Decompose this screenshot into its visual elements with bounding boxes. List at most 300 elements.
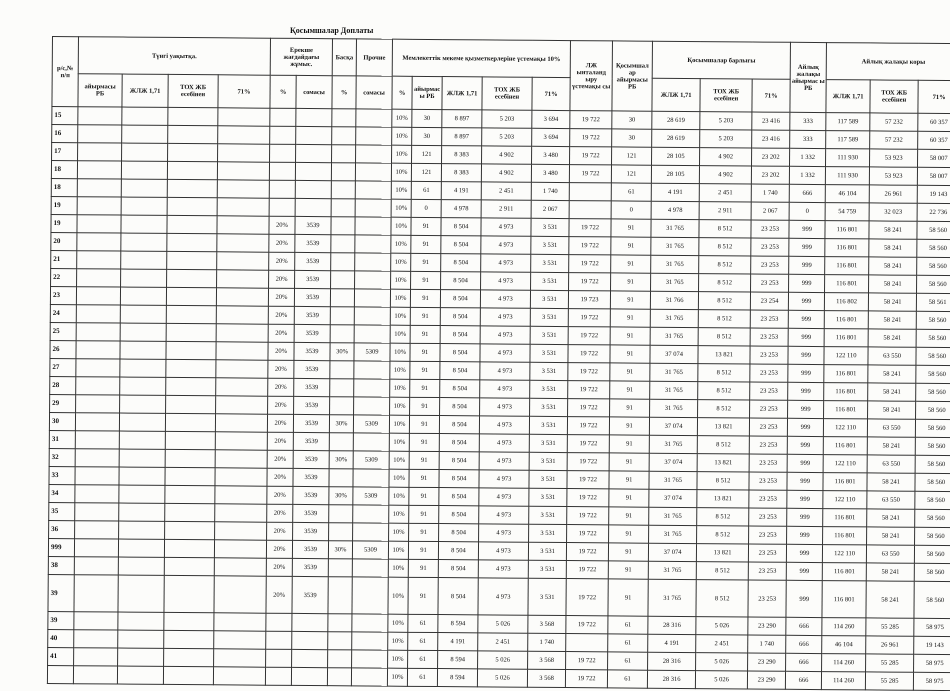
special-sum-cell: 3539 [293, 414, 329, 432]
table-body [47, 107, 950, 691]
special-pct-cell [266, 613, 292, 631]
night-tox-cell [165, 485, 215, 503]
night-rb-cell [77, 161, 121, 179]
night-71-cell [216, 306, 268, 324]
add-total-71-cell: 23 253 [749, 508, 787, 526]
monthly-fund-zhlzh-cell: 116 802 [824, 293, 868, 311]
other-pct-cell [332, 145, 356, 163]
add-total-71-cell: 23 253 [748, 544, 786, 562]
night-rb-cell [74, 539, 118, 557]
add-total-tox-cell: 8 512 [697, 472, 749, 490]
add-total-tox-cell: 8 512 [698, 328, 750, 346]
special-pct-cell: 20% [268, 306, 294, 324]
state-rb-cell: 91 [409, 451, 439, 469]
state-rb-cell: 0 [411, 199, 441, 217]
monthly-fund-71-cell: 58 560 [915, 455, 950, 473]
row-number: 32 [49, 448, 75, 466]
night-71-cell [215, 504, 267, 522]
add-total-71-cell: 23 253 [750, 400, 788, 418]
sub-special-sum: сомасы [296, 75, 332, 108]
add-total-tox-cell: 8 512 [699, 256, 751, 274]
state-pct-cell: 10% [391, 253, 411, 271]
state-rb-cell: 30 [412, 127, 442, 145]
special-pct-cell: 20% [267, 486, 293, 504]
other-pct-cell [331, 217, 355, 235]
monthly-diff-cell: 999 [787, 454, 823, 472]
night-rb-cell [76, 287, 120, 305]
other-pct-cell [330, 379, 354, 397]
state-pct-cell: 10% [388, 577, 408, 614]
state-pct-cell: 10% [392, 109, 412, 127]
state-71-cell: 3 531 [531, 236, 569, 254]
add-total-zhlzh-cell: 37 074 [649, 453, 697, 471]
state-pct-cell: 10% [389, 469, 409, 487]
monthly-diff-cell: 999 [789, 220, 825, 238]
add-total-zhlzh-cell: 31 765 [649, 525, 697, 543]
monthly-fund-zhlzh-cell: 116 801 [823, 509, 867, 527]
monthly-diff-cell: 666 [786, 617, 822, 635]
row-number: 39 [48, 611, 74, 629]
add-total-zhlzh-cell: 28 316 [648, 616, 696, 634]
state-tox-cell: 4 973 [478, 560, 528, 578]
monthly-diff-cell: 999 [786, 580, 822, 617]
add-total-tox-cell: 5 026 [696, 617, 748, 635]
night-71-cell [217, 162, 269, 180]
special-pct-cell [266, 649, 292, 667]
special-sum-cell [292, 613, 328, 631]
other-sum-cell [354, 307, 390, 325]
row-number: 31 [49, 430, 75, 448]
add-rb-cell: 0 [611, 201, 651, 219]
night-71-cell [216, 360, 268, 378]
sub-state-zhlzh: ЖЛЖ 1,71 [442, 77, 482, 110]
state-pct-cell: 10% [392, 145, 412, 163]
night-zhlzh-cell [122, 125, 168, 143]
monthly-fund-71-cell: 58 560 [915, 473, 950, 491]
monthly-diff-cell: 999 [786, 544, 822, 562]
add-total-zhlzh-cell: 28 105 [651, 165, 699, 183]
add-total-tox-cell: 5 026 [695, 671, 747, 689]
add-rb-cell: 91 [610, 327, 650, 345]
state-tox-cell: 4 973 [481, 236, 531, 254]
night-tox-cell [166, 377, 216, 395]
monthly-fund-71-cell: 58 007 [918, 149, 950, 167]
night-tox-cell [168, 107, 218, 125]
add-total-zhlzh-cell: 31 765 [651, 237, 699, 255]
state-tox-cell: 4 973 [481, 254, 531, 272]
other-sum-cell [353, 523, 389, 541]
special-pct-cell: 20% [269, 270, 295, 288]
special-sum-cell: 3539 [293, 486, 329, 504]
monthly-diff-cell: 666 [786, 635, 822, 653]
night-71-cell [214, 613, 266, 631]
header-add-monthly: Қосымшал ар айырмасы РБ [612, 41, 653, 111]
sub-monthly-fund-71: 71% [918, 80, 950, 113]
other-sum-cell [353, 469, 389, 487]
night-tox-cell [167, 179, 217, 197]
add-rb-cell: 30 [612, 129, 652, 147]
monthly-fund-71-cell: 58 975 [914, 654, 950, 672]
monthly-diff-cell: 999 [789, 274, 825, 292]
add-total-zhlzh-cell: 28 316 [648, 652, 696, 670]
add-rb-cell: 91 [609, 417, 649, 435]
other-sum-cell [355, 271, 391, 289]
sub-night-71: 71% [218, 75, 270, 108]
add-total-zhlzh-cell: 37 074 [650, 345, 698, 363]
other-sum-cell [352, 632, 388, 650]
monthly-diff-cell: 999 [787, 418, 823, 436]
state-tox-cell: 4 973 [479, 470, 529, 488]
monthly-fund-71-cell: 22 736 [917, 203, 950, 221]
state-zhlzh-cell: 8 504 [438, 542, 478, 560]
night-zhlzh-cell [121, 179, 167, 197]
night-zhlzh-cell [120, 359, 166, 377]
special-pct-cell [265, 667, 291, 685]
state-pct-cell: 10% [389, 433, 409, 451]
lzh-cell: 19 722 [567, 471, 609, 489]
state-71-cell: 3 531 [530, 398, 568, 416]
state-71-cell: 3 480 [531, 164, 569, 182]
monthly-diff-cell: 999 [788, 346, 824, 364]
state-zhlzh-cell: 8 504 [439, 416, 479, 434]
night-tox-cell [165, 413, 215, 431]
special-sum-cell [296, 126, 332, 144]
other-pct-cell [331, 235, 355, 253]
other-sum-cell [353, 505, 389, 523]
special-sum-cell: 3539 [293, 450, 329, 468]
state-71-cell: 3 694 [532, 110, 570, 128]
night-rb-cell [77, 251, 121, 269]
add-total-zhlzh-cell: 31 765 [650, 363, 698, 381]
night-zhlzh-cell [122, 143, 168, 161]
monthly-fund-tox-cell: 58 241 [868, 365, 916, 383]
other-pct-cell: 30% [329, 451, 353, 469]
add-total-zhlzh-cell: 31 765 [648, 579, 696, 616]
state-tox-cell: 4 973 [478, 542, 528, 560]
monthly-diff-cell: 999 [788, 364, 824, 382]
state-pct-cell: 10% [390, 325, 410, 343]
sub-night-rb: айырмасы РБ [78, 74, 122, 107]
state-pct-cell: 10% [390, 289, 410, 307]
row-number: 33 [49, 466, 75, 484]
state-tox-cell: 5 203 [482, 128, 532, 146]
monthly-diff-cell: 1 332 [789, 166, 825, 184]
sub-monthly-fund-zhlzh: ЖЛЖ 1,71 [826, 80, 870, 113]
sub-night-tox: ТОХ ЖБ есебінен [168, 74, 218, 107]
night-tox-cell [166, 323, 216, 341]
add-total-tox-cell: 13 821 [697, 454, 749, 472]
other-pct-cell [331, 271, 355, 289]
monthly-fund-71-cell: 58 560 [915, 491, 950, 509]
monthly-fund-71-cell: 58 560 [916, 347, 950, 365]
special-pct-cell: 20% [268, 342, 294, 360]
monthly-fund-zhlzh-cell: 114 260 [822, 672, 866, 690]
state-rb-cell: 61 [408, 632, 438, 650]
special-sum-cell: 3539 [295, 252, 331, 270]
state-zhlzh-cell: 8 383 [442, 146, 482, 164]
add-total-71-cell: 23 254 [750, 292, 788, 310]
state-zhlzh-cell: 8 504 [440, 326, 480, 344]
state-pct-cell: 10% [390, 307, 410, 325]
add-total-71-cell: 23 253 [749, 472, 787, 490]
add-rb-cell: 91 [610, 309, 650, 327]
other-pct-cell: 30% [329, 415, 353, 433]
state-pct-cell: 10% [388, 632, 408, 650]
state-pct-cell: 10% [391, 271, 411, 289]
add-total-zhlzh-cell: 28 105 [652, 147, 700, 165]
row-number: 15 [52, 107, 78, 125]
monthly-fund-tox-cell: 58 241 [868, 329, 916, 347]
lzh-cell: 19 722 [569, 165, 611, 183]
monthly-fund-zhlzh-cell: 116 801 [825, 239, 869, 257]
other-pct-cell [329, 469, 353, 487]
add-rb-cell: 61 [608, 634, 648, 652]
state-pct-cell: 10% [389, 523, 409, 541]
night-rb-cell [74, 557, 118, 575]
add-rb-cell: 91 [609, 525, 649, 543]
monthly-fund-71-cell: 19 143 [914, 636, 950, 654]
row-number: 34 [49, 484, 75, 502]
night-zhlzh-cell [119, 521, 165, 539]
night-tox-cell [168, 143, 218, 161]
night-71-cell [218, 126, 270, 144]
add-rb-cell: 121 [611, 165, 651, 183]
other-sum-cell: 5309 [353, 451, 389, 469]
monthly-diff-cell: 999 [787, 490, 823, 508]
monthly-fund-zhlzh-cell: 122 110 [823, 419, 867, 437]
monthly-fund-tox-cell: 58 241 [868, 401, 916, 419]
monthly-fund-zhlzh-cell: 116 801 [825, 221, 869, 239]
state-71-cell: 3 531 [529, 452, 567, 470]
state-71-cell: 3 568 [528, 615, 566, 633]
lzh-cell [569, 201, 611, 219]
night-zhlzh-cell [119, 413, 165, 431]
add-total-71-cell: 23 253 [751, 256, 789, 274]
state-71-cell: 3 531 [531, 254, 569, 272]
state-zhlzh-cell: 8 504 [439, 524, 479, 542]
state-tox-cell: 4 902 [481, 164, 531, 182]
add-total-71-cell: 1 740 [751, 184, 789, 202]
lzh-cell: 19 722 [569, 255, 611, 273]
sub-add-total-71: 71% [752, 79, 790, 112]
add-total-zhlzh-cell: 28 619 [652, 129, 700, 147]
other-sum-cell [354, 379, 390, 397]
add-rb-cell: 91 [611, 219, 651, 237]
state-71-cell: 3 531 [528, 542, 566, 560]
night-tox-cell [166, 287, 216, 305]
state-tox-cell: 4 973 [478, 578, 528, 615]
night-71-cell [216, 324, 268, 342]
night-71-cell [218, 108, 270, 126]
add-total-tox-cell: 8 512 [698, 292, 750, 310]
add-total-71-cell: 23 202 [751, 166, 789, 184]
other-sum-cell [355, 181, 391, 199]
add-total-71-cell: 23 253 [749, 418, 787, 436]
monthly-fund-71-cell: 58 560 [915, 437, 950, 455]
add-total-71-cell: 23 253 [750, 328, 788, 346]
lzh-cell: 19 722 [566, 579, 608, 616]
add-total-tox-cell: 8 512 [697, 436, 749, 454]
add-total-zhlzh-cell: 31 765 [650, 309, 698, 327]
night-zhlzh-cell [119, 449, 165, 467]
night-zhlzh-cell [118, 539, 164, 557]
state-zhlzh-cell: 8 504 [441, 272, 481, 290]
special-pct-cell: 20% [267, 504, 293, 522]
add-total-71-cell: 23 290 [748, 617, 786, 635]
other-pct-cell [332, 109, 356, 127]
state-zhlzh-cell: 8 504 [439, 452, 479, 470]
special-sum-cell: 3539 [294, 378, 330, 396]
monthly-fund-tox-cell: 58 241 [869, 239, 917, 257]
header-state: Мемлекеттік мекеме қызметкерлеріне үстемақы 10% [392, 39, 570, 77]
monthly-diff-cell: 999 [787, 436, 823, 454]
state-zhlzh-cell: 4 191 [438, 633, 478, 651]
add-total-tox-cell: 8 512 [699, 238, 751, 256]
special-sum-cell [291, 667, 327, 685]
add-total-zhlzh-cell: 37 074 [649, 489, 697, 507]
night-rb-cell [73, 666, 117, 684]
header-monthly-diff: Айлық жалақы айырмас ы РБ [790, 42, 827, 112]
row-number: 19 [51, 196, 77, 214]
add-total-tox-cell: 8 512 [698, 382, 750, 400]
night-zhlzh-cell [122, 107, 168, 125]
monthly-fund-tox-cell: 58 241 [866, 581, 914, 618]
special-sum-cell: 3539 [293, 504, 329, 522]
state-tox-cell: 4 973 [480, 362, 530, 380]
other-pct-cell [330, 361, 354, 379]
night-tox-cell [166, 359, 216, 377]
state-zhlzh-cell: 8 504 [440, 290, 480, 308]
row-number: 38 [48, 556, 74, 574]
row-number: 36 [49, 520, 75, 538]
other-sum-cell [354, 325, 390, 343]
lzh-cell: 19 722 [568, 345, 610, 363]
night-tox-cell [164, 630, 214, 648]
header-add-total: Қосымшалар барлығы [652, 41, 790, 79]
night-71-cell [214, 631, 266, 649]
night-71-cell [215, 486, 267, 504]
other-pct-cell [328, 650, 352, 668]
night-71-cell [214, 576, 266, 613]
add-rb-cell: 91 [611, 273, 651, 291]
add-total-tox-cell: 5 203 [700, 130, 752, 148]
state-rb-cell: 30 [412, 109, 442, 127]
night-71-cell [215, 522, 267, 540]
add-total-tox-cell: 8 512 [697, 508, 749, 526]
other-pct-cell [328, 577, 352, 614]
special-sum-cell: 3539 [294, 306, 330, 324]
special-pct-cell: 20% [268, 396, 294, 414]
lzh-cell: 19 722 [565, 670, 607, 688]
monthly-diff-cell: 333 [790, 112, 826, 130]
state-pct-cell: 10% [389, 505, 409, 523]
special-pct-cell [270, 144, 296, 162]
night-tox-cell [167, 251, 217, 269]
monthly-fund-71-cell: 60 357 [918, 113, 950, 131]
monthly-fund-tox-cell: 58 241 [869, 275, 917, 293]
add-total-71-cell: 1 740 [748, 635, 786, 653]
night-zhlzh-cell [120, 305, 166, 323]
monthly-fund-71-cell: 58 007 [917, 167, 950, 185]
state-tox-cell: 4 973 [479, 416, 529, 434]
special-pct-cell: 20% [269, 234, 295, 252]
monthly-fund-tox-cell: 63 550 [866, 545, 914, 563]
night-tox-cell [164, 648, 214, 666]
other-pct-cell [331, 253, 355, 271]
state-tox-cell: 4 902 [482, 146, 532, 164]
state-71-cell: 3 568 [527, 669, 565, 687]
lzh-cell: 19 722 [570, 147, 612, 165]
state-71-cell: 3 531 [531, 272, 569, 290]
state-pct-cell: 10% [390, 361, 410, 379]
night-rb-cell [75, 467, 119, 485]
row-number: 41 [48, 647, 74, 665]
special-pct-cell: 20% [267, 414, 293, 432]
row-number: 999 [48, 538, 74, 556]
night-rb-cell [77, 269, 121, 287]
add-total-71-cell: 23 253 [750, 382, 788, 400]
add-total-71-cell: 2 067 [751, 202, 789, 220]
monthly-diff-cell: 999 [787, 508, 823, 526]
add-total-71-cell: 23 253 [751, 220, 789, 238]
monthly-fund-71-cell: 58 975 [913, 672, 950, 690]
add-total-zhlzh-cell: 31 765 [650, 381, 698, 399]
night-tox-cell [165, 449, 215, 467]
night-zhlzh-cell [118, 557, 164, 575]
header-lzh: ЛЖ ынталанд ыру үстемақы сы [570, 41, 613, 111]
special-sum-cell: 3539 [295, 270, 331, 288]
night-rb-cell [77, 179, 121, 197]
add-total-71-cell: 23 253 [750, 346, 788, 364]
state-71-cell: 2 067 [531, 200, 569, 218]
state-zhlzh-cell: 8 504 [439, 434, 479, 452]
add-total-tox-cell: 4 902 [699, 166, 751, 184]
add-rb-cell: 61 [607, 670, 647, 688]
monthly-fund-71-cell: 58 560 [915, 527, 950, 545]
special-pct-cell: 20% [266, 558, 292, 576]
state-pct-cell: 10% [388, 650, 408, 668]
state-tox-cell: 2 451 [481, 182, 531, 200]
sub-other-pct: % [332, 76, 356, 109]
state-71-cell: 3 531 [530, 326, 568, 344]
header-other: Басқа [332, 39, 356, 76]
night-rb-cell [76, 341, 120, 359]
state-rb-cell: 91 [408, 559, 438, 577]
add-total-71-cell: 23 202 [752, 148, 790, 166]
lzh-cell: 19 722 [569, 273, 611, 291]
night-71-cell [215, 432, 267, 450]
monthly-fund-71-cell: 58 560 [916, 365, 950, 383]
lzh-cell [566, 634, 608, 652]
state-zhlzh-cell: 8 594 [438, 615, 478, 633]
state-71-cell: 3 568 [528, 651, 566, 669]
state-rb-cell: 91 [410, 361, 440, 379]
night-71-cell [217, 270, 269, 288]
night-rb-cell [78, 125, 122, 143]
other-sum-cell [355, 199, 391, 217]
night-rb-cell [76, 359, 120, 377]
sub-state-tox: ТОХ ЖБ есебінен [482, 77, 532, 110]
state-rb-cell: 91 [411, 235, 441, 253]
header-monthly-fund: Айлық жалақы коры [826, 43, 950, 81]
monthly-fund-zhlzh-cell: 114 260 [822, 654, 866, 672]
state-pct-cell: 10% [391, 181, 411, 199]
state-71-cell: 3 531 [530, 344, 568, 362]
night-tox-cell [167, 197, 217, 215]
special-sum-cell: 3539 [294, 360, 330, 378]
monthly-diff-cell: 666 [786, 671, 822, 689]
monthly-diff-cell: 999 [789, 256, 825, 274]
